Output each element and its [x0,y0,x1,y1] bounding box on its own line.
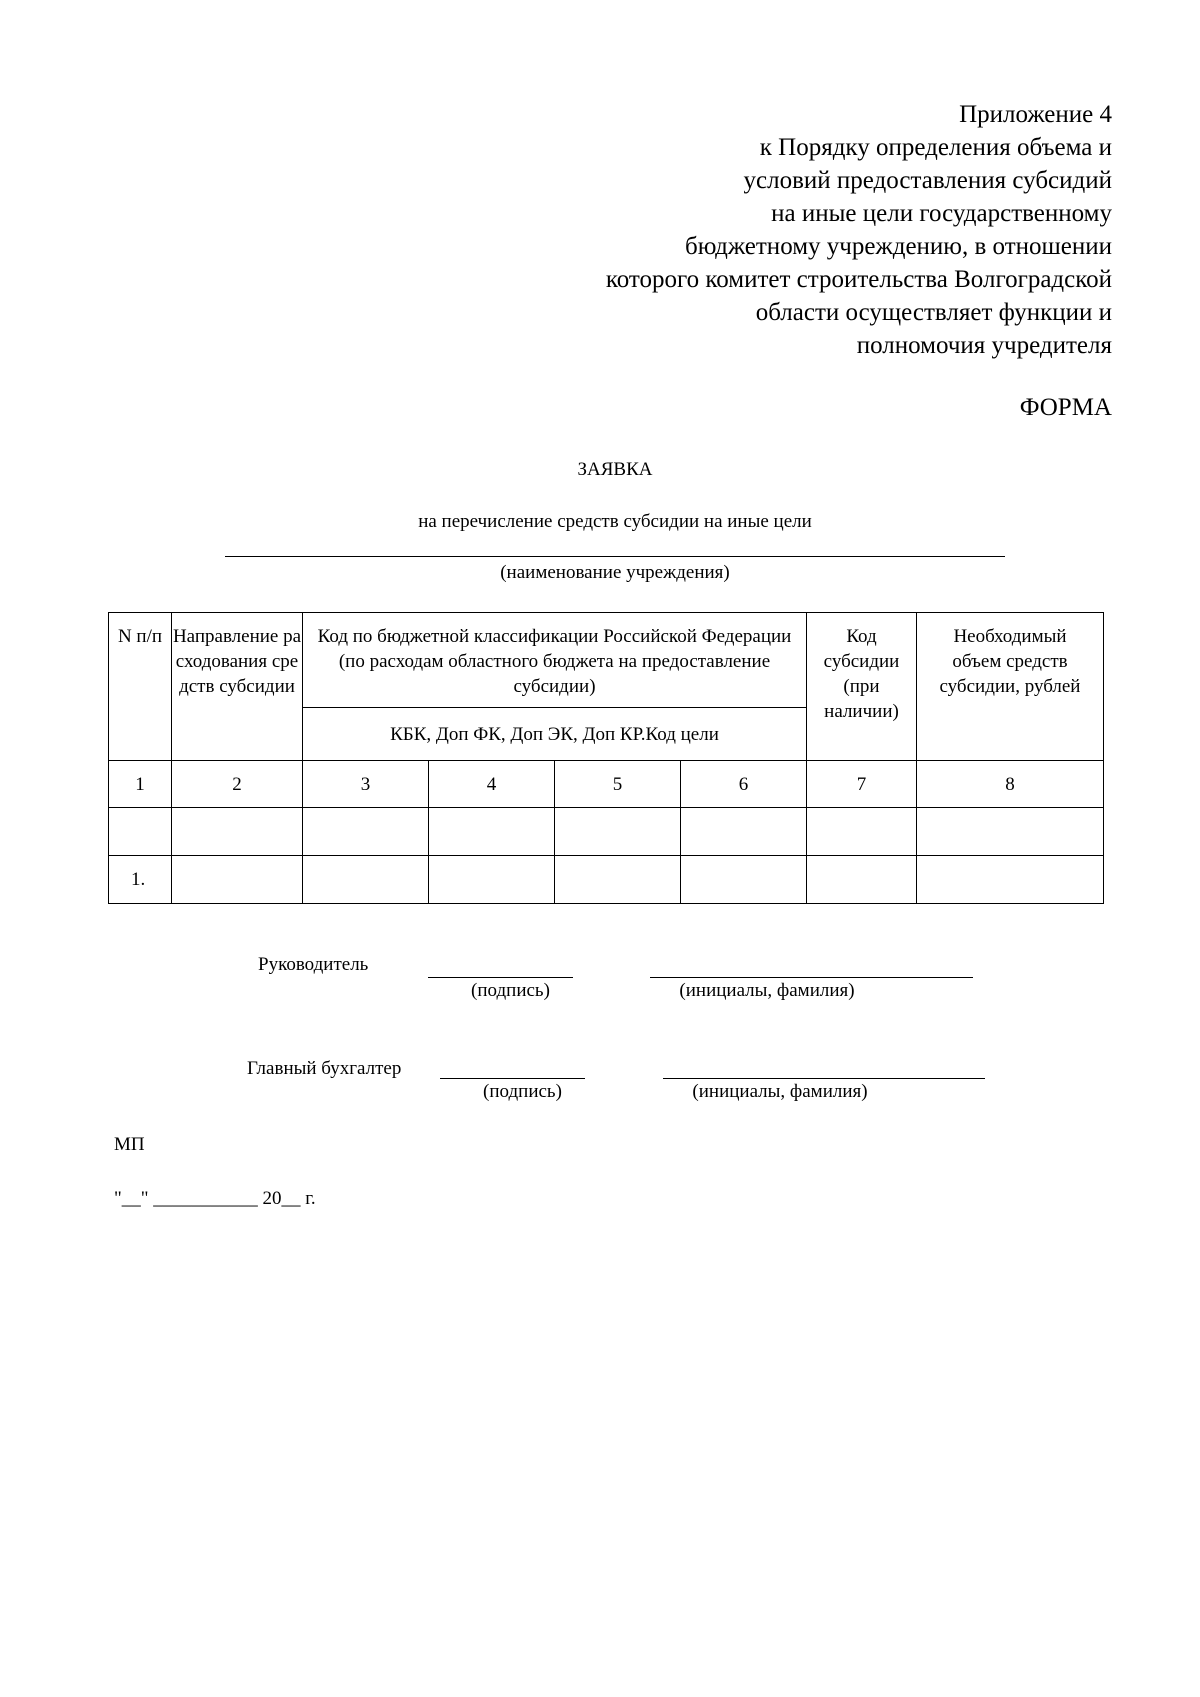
accountant-signature-line[interactable] [440,1078,585,1079]
header-amount-text: Необходимый объем средств субсидии, рублей [939,626,1081,697]
table-cell[interactable] [109,808,172,856]
appendix-header [412,98,1112,362]
appendix-line: условий предоставления субсидий [743,167,1112,194]
table-cell[interactable] [681,856,807,904]
table-header-row [109,613,1104,708]
accountant-label: Главный бухгалтер [247,1058,402,1079]
organization-name-line [225,556,1005,557]
column-number: 5 [555,761,681,808]
table-cell[interactable] [807,808,917,856]
table-cell[interactable] [303,856,429,904]
document-title: ЗАЯВКА [577,459,653,480]
stamp-placeholder: МП [114,1134,145,1155]
table-row [109,808,1104,856]
head-name-caption: (инициалы, фамилия) [679,980,855,1001]
header-amount [917,613,1104,761]
column-number: 7 [807,761,917,808]
header-number: N п/п [109,613,172,761]
column-number: 6 [681,761,807,808]
accountant-name-caption: (инициалы, фамилия) [692,1081,868,1102]
table-cell[interactable] [429,856,555,904]
table-cell[interactable] [807,856,917,904]
form-label: ФОРМА [1019,394,1112,421]
head-signature-caption: (подпись) [471,980,550,1001]
appendix-line: на иные цели государственному [771,200,1112,227]
column-number: 3 [303,761,429,808]
table-cell[interactable] [303,808,429,856]
table-cell[interactable] [917,856,1104,904]
table-row [109,856,1104,904]
table-cell[interactable] [172,856,303,904]
column-number: 1 [109,761,172,808]
table-cell-row-number[interactable]: 1. [109,856,172,904]
accountant-signature-caption: (подпись) [483,1081,562,1102]
appendix-line: полномочия учредителя [856,332,1112,359]
appendix-line: которого комитет строительства Волгоградской [605,266,1112,293]
appendix-line: к Порядку определения объема и [759,134,1112,161]
header-budget-code-sub: КБК, Доп ФК, Доп ЭК, Доп КР.Код цели [303,708,807,761]
table-cell[interactable] [681,808,807,856]
appendix-line: области осуществляет функции и [755,299,1112,326]
head-signature-line[interactable] [428,977,573,978]
organization-name-caption: (наименование учреждения) [500,562,730,583]
appendix-line: бюджетному учреждению, в отношении [685,233,1112,260]
table-cell[interactable] [172,808,303,856]
header-subsidy-code-text: Код субсидии (при наличии) [823,626,900,722]
table-column-number-row [109,761,1104,808]
column-number: 2 [172,761,303,808]
table-cell[interactable] [555,808,681,856]
head-label: Руководитель [258,954,369,975]
column-number: 8 [917,761,1104,808]
table-cell[interactable] [555,856,681,904]
request-table [108,612,1104,904]
appendix-line: Приложение 4 [959,101,1112,128]
date-line[interactable]: "__" ___________ 20__ г. [114,1188,316,1209]
accountant-name-line[interactable] [663,1078,985,1079]
header-subsidy-code [807,613,917,761]
column-number: 4 [429,761,555,808]
header-budget-code-text: Код по бюджетной классификации Российской Федерации (по расходам областного бюджета на предоставление субсидии) [317,626,792,697]
table-cell[interactable] [429,808,555,856]
document-subtitle: на перечисление средств субсидии на иные цели [418,511,812,532]
table-cell[interactable] [917,808,1104,856]
header-budget-code [303,613,807,708]
head-name-line[interactable] [650,977,973,978]
header-direction: Направление расходования средств субсидии [172,613,303,761]
